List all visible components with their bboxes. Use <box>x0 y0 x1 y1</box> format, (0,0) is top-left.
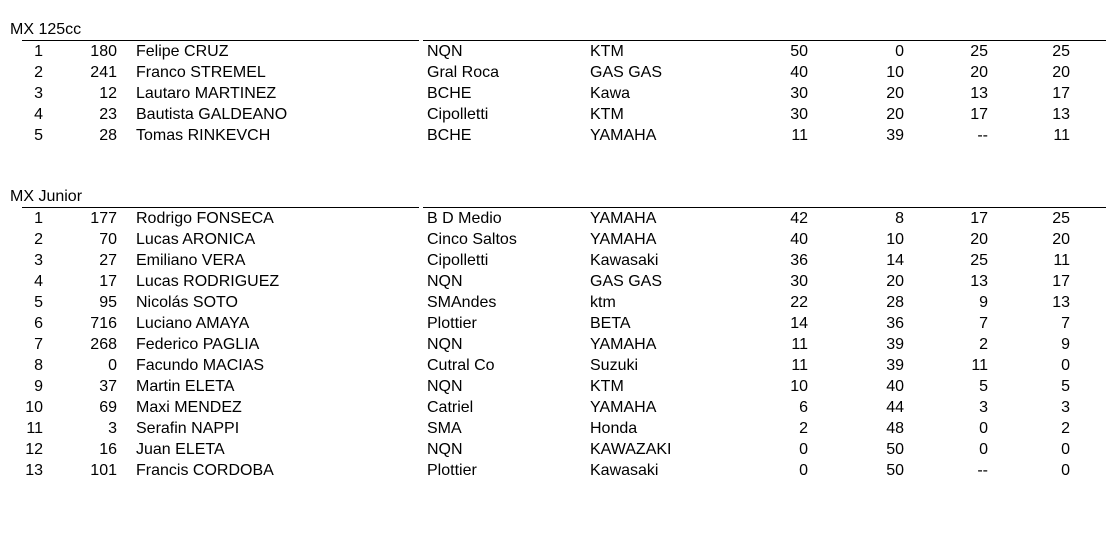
rider-name-cell: Emiliano VERA <box>136 252 246 269</box>
brand-cell: Kawasaki <box>590 462 659 479</box>
brand-cell: Suzuki <box>590 357 639 374</box>
score-a-cell: 30 <box>790 106 808 123</box>
score-b-cell: 39 <box>886 127 904 144</box>
score-a-cell: 50 <box>790 43 808 60</box>
city-cell: SMA <box>427 420 462 437</box>
brand-cell: Kawasaki <box>590 252 659 269</box>
score-b-cell: 28 <box>886 294 904 311</box>
score-a-cell: 0 <box>799 462 808 479</box>
score-b-cell: 0 <box>895 43 904 60</box>
brand-cell: YAMAHA <box>590 210 657 227</box>
table-row <box>0 376 1112 397</box>
rider-number-cell: 70 <box>99 231 117 248</box>
score-a-cell: 2 <box>799 420 808 437</box>
city-cell: NQN <box>427 378 463 395</box>
brand-cell: YAMAHA <box>590 399 657 416</box>
brand-cell: KTM <box>590 106 624 123</box>
city-cell: BCHE <box>427 127 472 144</box>
brand-cell: KTM <box>590 43 624 60</box>
rider-name-cell: Bautista GALDEANO <box>136 106 288 123</box>
score-c-cell: -- <box>977 462 988 479</box>
score-b-cell: 40 <box>886 378 904 395</box>
score-b-cell: 20 <box>886 273 904 290</box>
score-c-cell: 5 <box>979 378 988 395</box>
city-cell: Cipolletti <box>427 106 489 123</box>
position-cell: 2 <box>34 231 43 248</box>
score-b-cell: 36 <box>886 315 904 332</box>
brand-cell: Honda <box>590 420 638 437</box>
position-cell: 11 <box>26 420 43 437</box>
score-d-cell: 17 <box>1052 273 1070 290</box>
rider-name-cell: Luciano AMAYA <box>136 315 250 332</box>
position-cell: 3 <box>34 85 43 102</box>
section-title: MX Junior <box>10 188 83 205</box>
position-cell: 3 <box>34 252 43 269</box>
rider-name-cell: Facundo MACIAS <box>136 357 265 374</box>
score-c-cell: 25 <box>970 43 988 60</box>
score-a-cell: 11 <box>791 127 808 144</box>
rider-number-cell: 17 <box>99 273 117 290</box>
rider-name-cell: Francis CORDOBA <box>136 462 274 479</box>
table-row <box>0 125 1112 146</box>
brand-cell: KAWAZAKI <box>590 441 672 458</box>
rider-name-cell: Juan ELETA <box>136 441 225 458</box>
brand-cell: BETA <box>590 315 631 332</box>
score-d-cell: 20 <box>1052 64 1070 81</box>
score-d-cell: 25 <box>1052 43 1070 60</box>
city-cell: Cipolletti <box>427 252 489 269</box>
rider-number-cell: 241 <box>90 64 117 81</box>
rider-name-cell: Tomas RINKEVCH <box>136 127 271 144</box>
score-a-cell: 40 <box>790 64 808 81</box>
city-cell: NQN <box>427 273 463 290</box>
score-c-cell: 20 <box>970 231 988 248</box>
score-c-cell: 9 <box>979 294 988 311</box>
score-d-cell: 11 <box>1053 127 1070 144</box>
rider-number-cell: 12 <box>99 85 117 102</box>
rider-name-cell: Lucas RODRIGUEZ <box>136 273 280 290</box>
rider-number-cell: 28 <box>99 127 117 144</box>
score-a-cell: 0 <box>799 441 808 458</box>
score-d-cell: 11 <box>1053 252 1070 269</box>
position-cell: 4 <box>34 106 43 123</box>
score-d-cell: 0 <box>1061 462 1070 479</box>
position-cell: 8 <box>34 357 43 374</box>
table-row <box>0 250 1112 271</box>
city-cell: BCHE <box>427 85 472 102</box>
score-c-cell: 2 <box>979 336 988 353</box>
table-row <box>0 41 1112 62</box>
city-cell: NQN <box>427 441 463 458</box>
score-a-cell: 22 <box>790 294 808 311</box>
table-row <box>0 439 1112 460</box>
score-a-cell: 6 <box>799 399 808 416</box>
position-cell: 5 <box>34 294 43 311</box>
table-row <box>0 292 1112 313</box>
score-a-cell: 11 <box>791 336 808 353</box>
rider-number-cell: 177 <box>90 210 117 227</box>
score-a-cell: 30 <box>790 85 808 102</box>
brand-cell: KTM <box>590 378 624 395</box>
score-d-cell: 3 <box>1061 399 1070 416</box>
score-d-cell: 9 <box>1061 336 1070 353</box>
score-d-cell: 0 <box>1061 441 1070 458</box>
rider-number-cell: 180 <box>90 43 117 60</box>
brand-cell: GAS GAS <box>590 64 663 81</box>
position-cell: 5 <box>34 127 43 144</box>
rider-number-cell: 27 <box>99 252 117 269</box>
score-c-cell: 7 <box>979 315 988 332</box>
score-a-cell: 14 <box>790 315 808 332</box>
score-b-cell: 10 <box>886 231 904 248</box>
table-row <box>0 418 1112 439</box>
rider-number-cell: 37 <box>99 378 117 395</box>
position-cell: 10 <box>25 399 43 416</box>
brand-cell: ktm <box>590 294 616 311</box>
score-c-cell: 3 <box>979 399 988 416</box>
table-row <box>0 271 1112 292</box>
table-row <box>0 62 1112 83</box>
score-a-cell: 10 <box>790 378 808 395</box>
score-d-cell: 20 <box>1052 231 1070 248</box>
brand-cell: YAMAHA <box>590 231 657 248</box>
city-cell: Cinco Saltos <box>427 231 517 248</box>
score-a-cell: 30 <box>790 273 808 290</box>
position-cell: 1 <box>34 210 43 227</box>
rider-name-cell: Lautaro MARTINEZ <box>136 85 277 102</box>
score-d-cell: 13 <box>1052 106 1070 123</box>
table-row <box>0 460 1112 481</box>
table-row <box>0 104 1112 125</box>
score-d-cell: 7 <box>1061 315 1070 332</box>
position-cell: 9 <box>34 378 43 395</box>
score-c-cell: 17 <box>970 210 988 227</box>
score-d-cell: 25 <box>1052 210 1070 227</box>
city-cell: NQN <box>427 336 463 353</box>
rider-name-cell: Lucas ARONICA <box>136 231 256 248</box>
score-b-cell: 50 <box>886 462 904 479</box>
score-d-cell: 13 <box>1052 294 1070 311</box>
brand-cell: YAMAHA <box>590 127 657 144</box>
score-b-cell: 20 <box>886 106 904 123</box>
results-table <box>0 208 1112 481</box>
score-d-cell: 17 <box>1052 85 1070 102</box>
score-c-cell: 13 <box>970 85 988 102</box>
rider-name-cell: Martin ELETA <box>136 378 235 395</box>
position-cell: 12 <box>25 441 43 458</box>
rider-name-cell: Felipe CRUZ <box>136 43 229 60</box>
score-d-cell: 0 <box>1061 357 1070 374</box>
score-b-cell: 10 <box>886 64 904 81</box>
table-row <box>0 313 1112 334</box>
rider-name-cell: Maxi MENDEZ <box>136 399 242 416</box>
results-table <box>0 41 1112 146</box>
score-b-cell: 44 <box>886 399 904 416</box>
position-cell: 2 <box>34 64 43 81</box>
city-cell: Plottier <box>427 462 477 479</box>
position-cell: 6 <box>34 315 43 332</box>
score-b-cell: 20 <box>886 85 904 102</box>
rider-number-cell: 69 <box>99 399 117 416</box>
score-c-cell: -- <box>977 127 988 144</box>
score-b-cell: 39 <box>886 336 904 353</box>
score-a-cell: 42 <box>790 210 808 227</box>
score-c-cell: 17 <box>970 106 988 123</box>
score-c-cell: 25 <box>970 252 988 269</box>
rider-number-cell: 101 <box>90 462 117 479</box>
table-row <box>0 229 1112 250</box>
score-c-cell: 13 <box>970 273 988 290</box>
rider-number-cell: 716 <box>90 315 117 332</box>
city-cell: Gral Roca <box>427 64 500 81</box>
position-cell: 4 <box>34 273 43 290</box>
table-row <box>0 334 1112 355</box>
position-cell: 1 <box>34 43 43 60</box>
rider-name-cell: Nicolás SOTO <box>136 294 238 311</box>
rider-number-cell: 268 <box>90 336 117 353</box>
city-cell: SMAndes <box>427 294 497 311</box>
score-c-cell: 20 <box>970 64 988 81</box>
score-a-cell: 40 <box>790 231 808 248</box>
score-b-cell: 8 <box>895 210 904 227</box>
brand-cell: GAS GAS <box>590 273 663 290</box>
score-b-cell: 48 <box>886 420 904 437</box>
rider-number-cell: 0 <box>108 357 117 374</box>
score-c-cell: 11 <box>971 357 988 374</box>
score-a-cell: 11 <box>791 357 808 374</box>
score-b-cell: 14 <box>886 252 904 269</box>
rider-number-cell: 16 <box>99 441 117 458</box>
rider-name-cell: Serafin NAPPI <box>136 420 240 437</box>
rider-number-cell: 3 <box>108 420 117 437</box>
brand-cell: YAMAHA <box>590 336 657 353</box>
rider-number-cell: 23 <box>99 106 117 123</box>
position-cell: 7 <box>34 336 43 353</box>
city-cell: B D Medio <box>427 210 502 227</box>
city-cell: Cutral Co <box>427 357 495 374</box>
score-d-cell: 2 <box>1061 420 1070 437</box>
city-cell: NQN <box>427 43 463 60</box>
rider-name-cell: Franco STREMEL <box>136 64 266 81</box>
table-row <box>0 83 1112 104</box>
table-row <box>0 355 1112 376</box>
score-c-cell: 0 <box>979 441 988 458</box>
position-cell: 13 <box>25 462 43 479</box>
rider-number-cell: 95 <box>99 294 117 311</box>
table-row <box>0 397 1112 418</box>
rider-name-cell: Federico PAGLIA <box>136 336 260 353</box>
score-b-cell: 39 <box>886 357 904 374</box>
rider-name-cell: Rodrigo FONSECA <box>136 210 274 227</box>
city-cell: Plottier <box>427 315 477 332</box>
score-a-cell: 36 <box>790 252 808 269</box>
score-d-cell: 5 <box>1061 378 1070 395</box>
score-b-cell: 50 <box>886 441 904 458</box>
city-cell: Catriel <box>427 399 474 416</box>
score-c-cell: 0 <box>979 420 988 437</box>
brand-cell: Kawa <box>590 85 631 102</box>
section-title: MX 125cc <box>10 21 82 38</box>
table-row <box>0 208 1112 229</box>
